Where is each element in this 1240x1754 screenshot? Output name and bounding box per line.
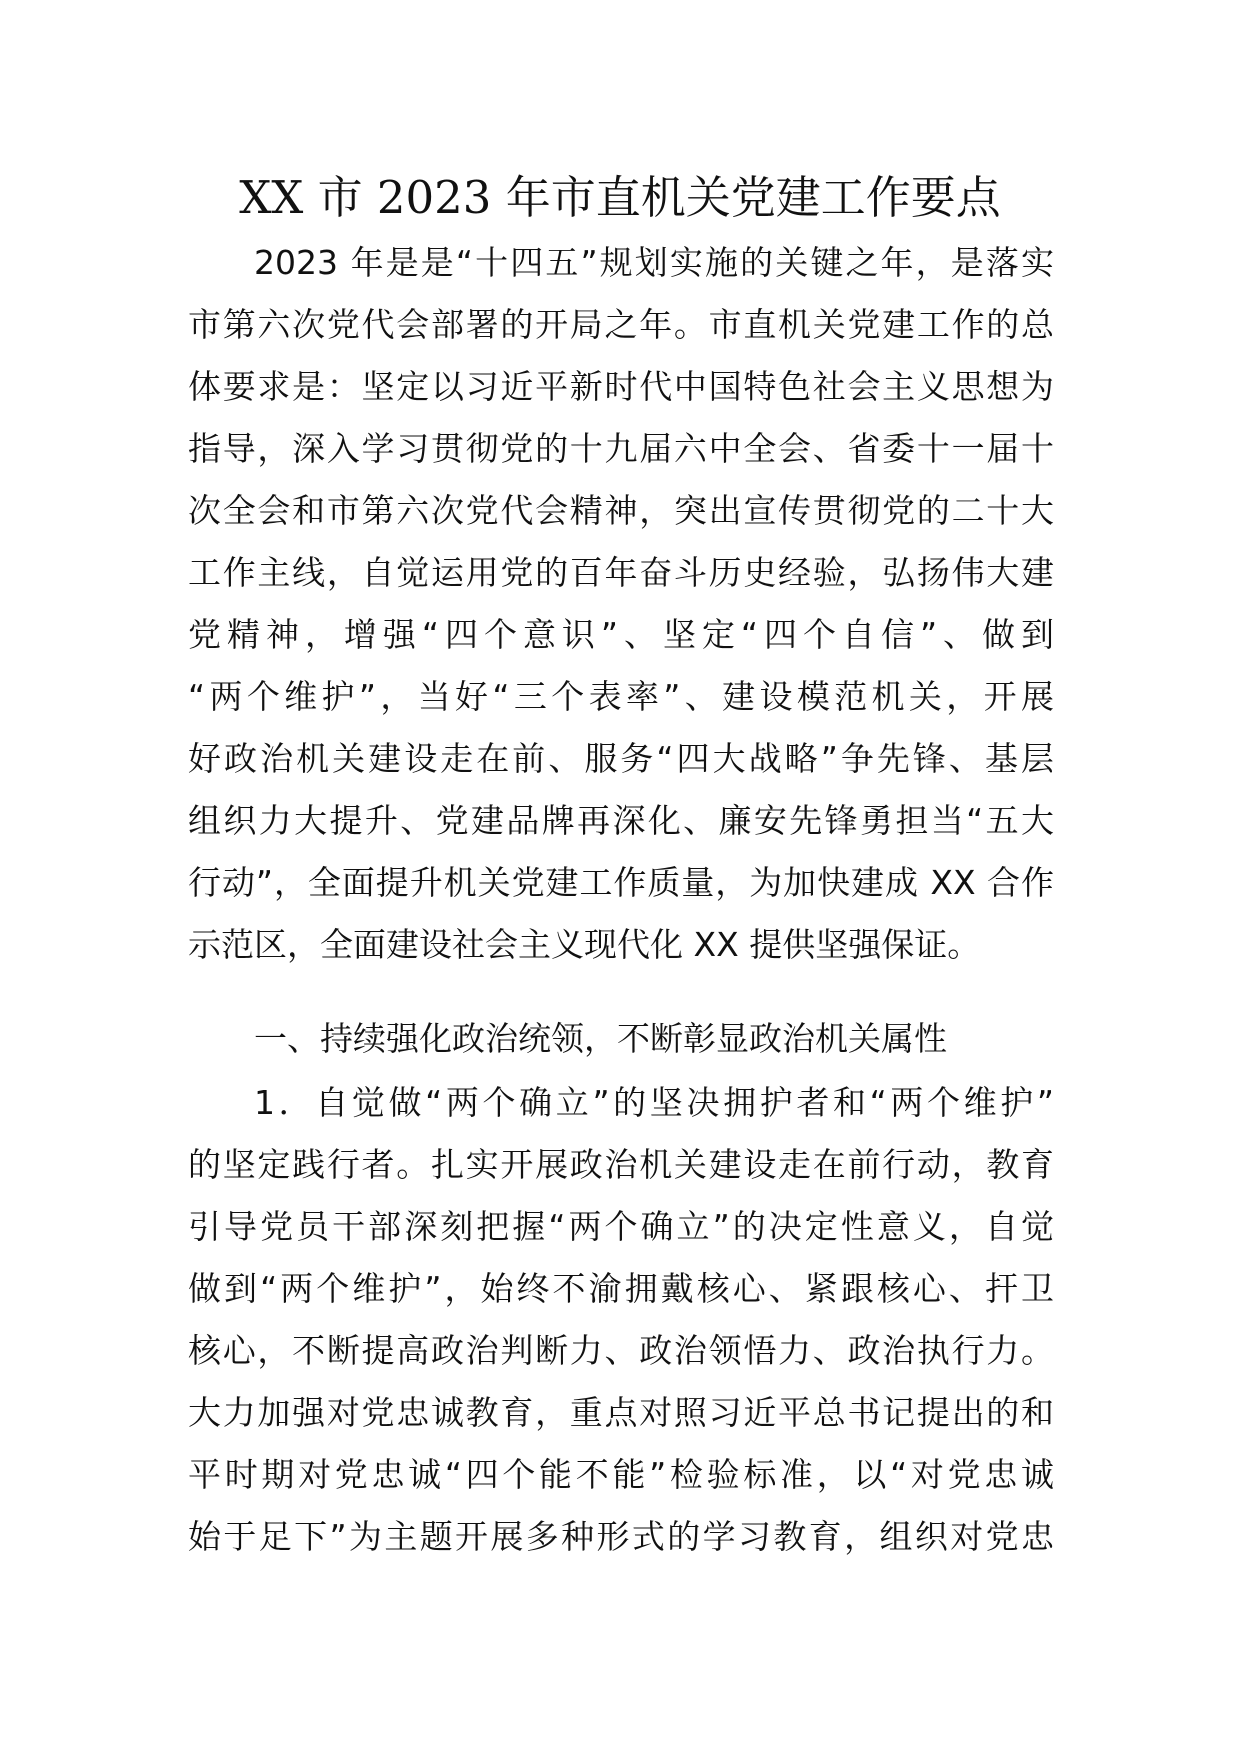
paragraph-line: 好政治机关建设走在前、服务“四大战略”争先锋、基层 [188, 739, 1054, 778]
paragraph-line: 做到“两个维护”，始终不渝拥戴核心、紧跟核心、扞卫 [188, 1269, 1054, 1308]
item-paragraph [188, 1072, 1054, 1568]
paragraph-line: 核心，不断提高政治判断力、政治领悟力、政治执行力。 [188, 1331, 1054, 1370]
document-title: XX 市 2023 年市直机关党建工作要点 [239, 171, 1001, 224]
paragraph-line: 大力加强对党忠诚教育，重点对照习近平总书记提出的和 [188, 1393, 1054, 1432]
paragraph-line: 始于足下”为主题开展多种形式的学习教育，组织对党忠 [188, 1517, 1054, 1556]
paragraph-line: 的坚定践行者。扎实开展政治机关建设走在前行动，教育 [188, 1145, 1054, 1184]
paragraph-line: 示范区，全面建设社会主义现代化 XX 提供坚强保证。 [188, 925, 981, 964]
paragraph-line: 体要求是：坚定以习近平新时代中国特色社会主义思想为 [188, 367, 1054, 406]
paragraph-line: 行动”，全面提升机关党建工作质量，为加快建成 XX 合作 [188, 863, 1054, 902]
paragraph-line: 1．自觉做“两个确立”的坚决拥护者和“两个维护” [254, 1083, 1054, 1122]
paragraph-line: 2023 年是是“十四五”规划实施的关键之年，是落实 [254, 243, 1054, 282]
paragraph-line: 指导，深入学习贯彻党的十九届六中全会、省委十一届十 [188, 429, 1054, 468]
paragraph-line: 市第六次党代会部署的开局之年。市直机关党建工作的总 [188, 305, 1054, 344]
paragraph-line: 党精神，增强“四个意识”、坚定“四个自信”、做到 [188, 615, 1054, 654]
paragraph-line: 工作主线，自觉运用党的百年奋斗历史经验，弘扬伟大建 [188, 553, 1054, 592]
paragraph-line: “两个维护”，当好“三个表率”、建设模范机关，开展 [188, 677, 1054, 716]
paragraph-line: 次全会和市第六次党代会精神，突出宣传贯彻党的二十大 [188, 491, 1054, 530]
section-heading-text: 一、持续强化政治统领，不断彰显政治机关属性 [254, 1019, 947, 1058]
section-heading [188, 1008, 1054, 1070]
paragraph-line: 引导党员干部深刻把握“两个确立”的决定性意义，自觉 [188, 1207, 1054, 1246]
paragraph-line: 组织力大提升、党建品牌再深化、廉安先锋勇担当“五大 [188, 801, 1054, 840]
paragraph-line: 平时期对党忠诚“四个能不能”检验标准，以“对党忠诚 [188, 1455, 1054, 1494]
intro-paragraph [188, 232, 1054, 976]
